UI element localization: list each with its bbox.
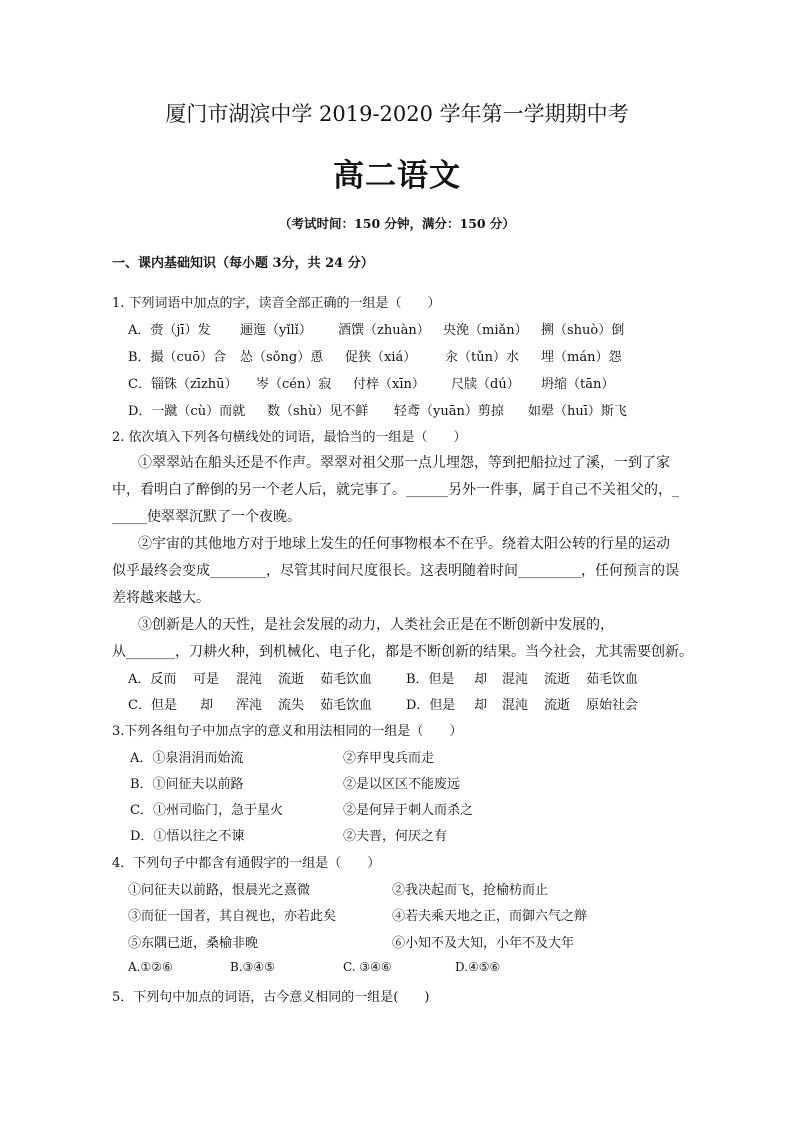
question-1-stem: 1. 下列词语中加点的字，读音全部正确的一组是（ ） <box>112 296 441 311</box>
title-school: 厦门市湖滨中学 2019-2020 学年第一学期期中考 <box>165 102 629 126</box>
question-5-stem: 5．下列句中加点的词语，古今意义相同的一组是( ) <box>112 990 430 1005</box>
q4-s4: ④若夫乘天地之正，而御六气之辩 <box>392 909 588 924</box>
q2-passage-line: ②宇宙的其他地方对于地球上发生的任何事物根本不在乎。绕着太阳公转的行星的运动 <box>138 536 670 552</box>
q2-d-4: 流逝 <box>544 698 571 713</box>
q3-c-2: ②是何异于刺人而杀之 <box>343 803 474 818</box>
q1-b-1: B．撮（cuō）合 <box>128 350 227 365</box>
q1-a-1: A．赍（jī）发 <box>128 323 211 338</box>
q2-c-2: 却 <box>200 698 214 713</box>
q1-d-1: D．一蹴（cù）而就 <box>128 404 246 419</box>
q1-d-2: 数（shù）见不鲜 <box>267 404 369 419</box>
q1-b-5: 埋（mán）怨 <box>541 350 622 365</box>
q4-choice-b: B.③④⑤ <box>230 960 275 974</box>
q2-passage-line: ①翠翠站在船头还是不作声。翠翠对祖父那一点儿埋怨，等到把船拉过了溪，一到了家 <box>138 455 670 471</box>
q2-a-5: 茹毛饮血 <box>320 672 373 687</box>
q3-a-2: ②弃甲曳兵而走 <box>343 751 435 766</box>
q2-c-4: 流失 <box>278 698 305 713</box>
q2-c-3: 浑沌 <box>236 698 263 713</box>
q4-s5: ⑤东隅已逝，桑榆非晚 <box>128 936 259 951</box>
q2-c-5: 茹毛饮血 <box>320 698 373 713</box>
q1-b-4: 汆（tǔn）水 <box>445 350 519 365</box>
q2-b-5: 茹毛饮血 <box>586 672 639 687</box>
q2-a-4: 流逝 <box>278 672 305 687</box>
q2-b-3: 混沌 <box>502 672 529 687</box>
q2-d-2: 却 <box>474 698 488 713</box>
q2-b-2: 却 <box>474 672 488 687</box>
q3-d-1: D．①悟以往之不谏 <box>130 829 245 844</box>
q4-choice-c: C. ③④⑥ <box>343 960 392 974</box>
q1-c-5: 坍缩（tān） <box>541 377 615 392</box>
q3-b-2: ②是以区区不能废远 <box>343 777 461 792</box>
q4-s6: ⑥小知不及大知，小年不及大年 <box>392 936 575 951</box>
q3-c-1: C．①州司临门，急于星火 <box>130 803 283 818</box>
question-4-stem: 4．下列句子中都含有通假字的一组是（ ） <box>112 856 381 871</box>
q4-choice-d: D.④⑤⑥ <box>455 960 501 974</box>
q2-passage-line: 中，看明白了醉倒的另一个老人后，就完事了。______另外一件事，属于自己不关祖父的，_ <box>112 482 679 498</box>
exam-info: （考试时间：150 分钟，满分：150 分） <box>279 216 515 231</box>
q4-s2: ②我决起而飞，抢榆枋而止 <box>392 883 549 898</box>
q2-d-1: D．但是 <box>406 698 456 713</box>
q2-d-5: 原始社会 <box>586 698 639 713</box>
q1-a-5: 搠（shuò）倒 <box>541 323 625 338</box>
q2-passage-line: 从_______，刀耕火种，到机械化、电子化，都是不断创新的结果。当今社会，尤其需要创新。 <box>112 644 693 660</box>
q1-a-4: 央浼（miǎn） <box>443 323 528 338</box>
q4-s1: ①问征夫以前路，恨晨光之熹微 <box>128 883 311 898</box>
q1-b-2: 怂（sǒng）恿 <box>240 350 324 365</box>
q1-c-2: 岑（cén）寂 <box>256 377 332 392</box>
q3-d-2: ②夫晋，何厌之有 <box>343 829 448 844</box>
q1-a-2: 逦迤（yǐlǐ） <box>240 323 312 338</box>
question-2-stem: 2. 依次填入下列各句横线处的词语，最恰当的一组是（ ） <box>112 430 467 445</box>
section-heading: 一、课内基础知识（每小题 3分，共 24 分） <box>112 256 374 271</box>
q2-b-4: 流逝 <box>544 672 571 687</box>
q1-c-4: 尺牍（dú） <box>451 377 520 392</box>
q4-s3: ③而征一国者，其自视也，亦若此矣 <box>128 909 337 924</box>
q1-c-1: C．锱铢（zīzhū） <box>128 377 238 392</box>
q1-b-3: 促狭（xiá） <box>345 350 417 365</box>
q2-passage-line: 似乎最终会变成________，尽管其时间尺度很长。这表明随着时间_________，任何预言的误 <box>112 563 679 579</box>
q2-passage-line: ③创新是人的天性，是社会发展的动力，人类社会正是在不断创新中发展的， <box>138 617 614 633</box>
question-3-stem: 3.下列各组句子中加点字的意义和用法相同的一组是（ ） <box>112 724 463 739</box>
q1-a-3: 酒馔（zhuàn） <box>338 323 430 338</box>
q2-c-1: C．但是 <box>128 698 177 713</box>
q3-b-1: B．①问征夫以前路 <box>130 777 244 792</box>
q2-d-3: 混沌 <box>502 698 529 713</box>
q2-a-1: A．反而 <box>128 672 177 687</box>
q3-a-1: A．①泉涓涓而始流 <box>130 751 244 766</box>
q2-passage-line: _____使翠翠沉默了一个夜晚。 <box>112 509 301 525</box>
q1-d-4: 如翚（huī）斯飞 <box>528 404 627 419</box>
q2-a-2: 可是 <box>193 672 220 687</box>
q1-c-3: 付梓（xīn） <box>353 377 425 392</box>
q4-choice-a: A.①②⑥ <box>128 960 173 974</box>
q2-passage-line: 差将越来越大。 <box>112 590 210 606</box>
q2-a-3: 混沌 <box>236 672 263 687</box>
q2-b-1: B．但是 <box>406 672 455 687</box>
page-title: 高二语文 <box>333 158 461 194</box>
q1-d-3: 轻鸢（yuān）剪掠 <box>394 404 504 419</box>
